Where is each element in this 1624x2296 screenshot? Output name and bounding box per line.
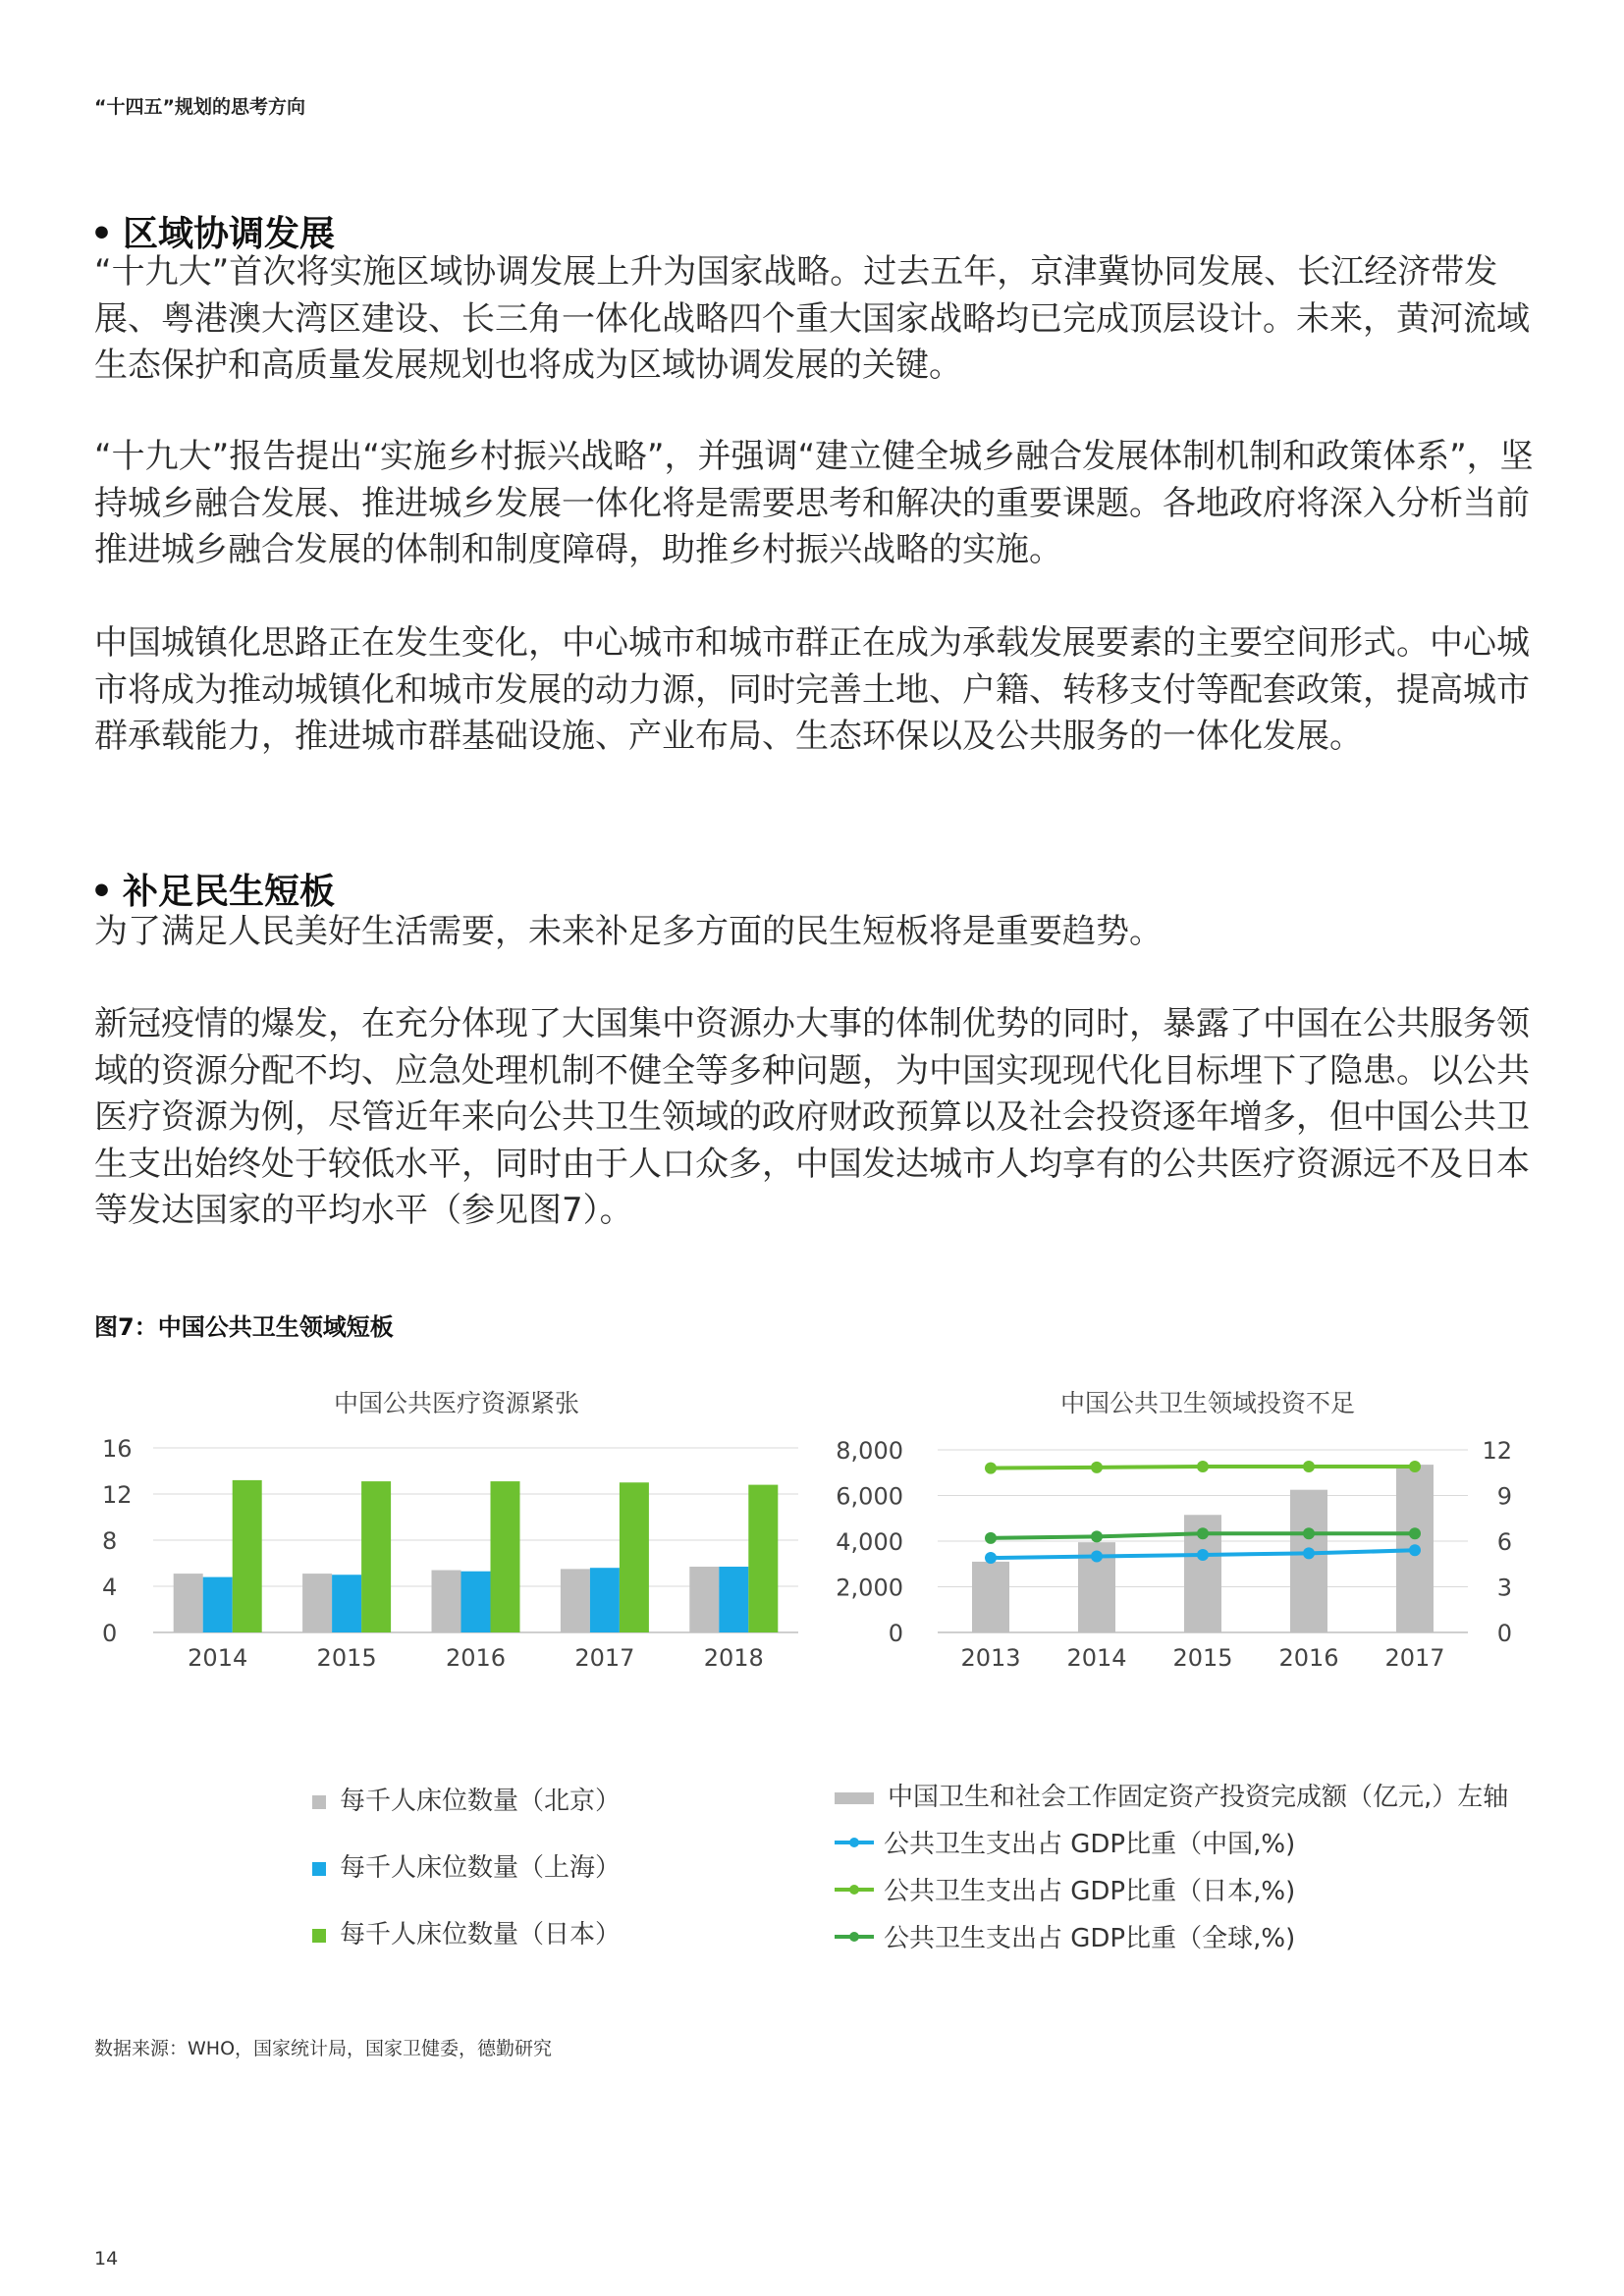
y-tick-label: 12 — [102, 1481, 133, 1509]
bar-每千人床位数量（上海） — [332, 1575, 361, 1632]
section-title-text: 补足民生短板 — [123, 872, 336, 912]
line-point-0 — [1303, 1547, 1315, 1559]
legend-swatch — [835, 1792, 874, 1804]
paragraph: “十九大”报告提出“实施乡村振兴战略”，并强调“建立健全城乡融合发展体制机制和政策体系”，坚持城乡融合发展、推进城乡发展一体化将是需要思考和解决的重要课题。各地政府将深入分析当前推进城乡融合发展的体制和制度障碍，助推乡村振兴战略的实施。 — [94, 437, 1534, 569]
y-tick-label: 0 — [102, 1620, 118, 1647]
y-left-tick-label: 8,000 — [836, 1437, 903, 1465]
legend-item — [312, 1781, 621, 1817]
line-point-0 — [1409, 1544, 1421, 1556]
page-number: 14 — [94, 2248, 119, 2269]
chart-title: 中国公共医疗资源紧张 — [333, 1389, 580, 1417]
x-tick-label: 2015 — [316, 1644, 377, 1672]
bar-每千人床位数量（日本） — [361, 1481, 391, 1632]
legend-item — [835, 1918, 1295, 1954]
y-left-tick-label: 4,000 — [836, 1528, 903, 1556]
y-tick-label: 8 — [102, 1527, 118, 1555]
x-tick-label: 2016 — [445, 1644, 507, 1672]
chart-bed-resources — [79, 1369, 825, 1742]
bar-每千人床位数量（日本） — [748, 1485, 778, 1632]
paragraph: 新冠疫情的爆发，在充分体现了大国集中资源办大事的体制优势的同时，暴露了中国在公共服务领域的资源分配不均、应急处理机制不健全等多种问题，为中国实现现代化目标埋下了隐患。以公共医疗资源为例，尽管近年来向公共卫生领域的政府财政预算以及社会投资逐年增多，但中国公共卫生支出始终处于较低水平，同时由于人口众多，中国发达城市人均享有的公共医疗资源远不及日本等发达国家的平均水平（参见图7）。 — [94, 1004, 1530, 1230]
bar-每千人床位数量（日本） — [620, 1482, 649, 1632]
chart-title: 中国公共卫生领域投资不足 — [1059, 1389, 1356, 1417]
line-point-2 — [1303, 1527, 1315, 1539]
section-title — [90, 864, 335, 914]
y-right-tick-label: 6 — [1496, 1528, 1512, 1556]
legend-item — [312, 1847, 621, 1884]
bar-每千人床位数量（日本） — [491, 1481, 520, 1632]
line-point-0 — [1197, 1549, 1209, 1561]
legend-swatch — [312, 1795, 326, 1809]
x-tick-label: 2018 — [703, 1644, 764, 1672]
bar-investment — [1290, 1490, 1327, 1632]
line-point-2 — [1091, 1530, 1103, 1542]
legend-label: 公共卫生支出占 GDP比重（日本,%) — [884, 1877, 1296, 1906]
bar-每千人床位数量（上海） — [719, 1567, 748, 1632]
section-title-text: 区域协调发展 — [123, 214, 336, 254]
x-tick-label: 2013 — [960, 1644, 1021, 1672]
legend-line-marker — [835, 1836, 874, 1849]
legend-label: 每千人床位数量（北京） — [340, 1787, 622, 1816]
x-tick-label: 2014 — [1066, 1644, 1127, 1672]
y-right-tick-label: 0 — [1496, 1620, 1512, 1647]
line-point-1 — [985, 1463, 997, 1474]
legend-swatch — [312, 1862, 326, 1876]
y-left-tick-label: 6,000 — [836, 1482, 903, 1511]
y-tick-label: 4 — [102, 1574, 118, 1601]
line-point-2 — [1197, 1527, 1209, 1539]
legend-label: 公共卫生支出占 GDP比重（中国,%) — [884, 1830, 1296, 1859]
bar-每千人床位数量（上海） — [203, 1577, 233, 1632]
legend-label: 每千人床位数量（上海） — [340, 1853, 622, 1883]
header-title: “十四五”规划的思考方向 — [94, 96, 305, 118]
x-tick-label: 2016 — [1278, 1644, 1339, 1672]
line-point-2 — [985, 1532, 997, 1544]
bar-每千人床位数量（北京） — [302, 1574, 332, 1632]
legend-item — [835, 1824, 1295, 1860]
figure-title: 图7：中国公共卫生领域短板 — [94, 1313, 394, 1341]
x-tick-label: 2015 — [1172, 1644, 1233, 1672]
y-right-tick-label: 3 — [1496, 1574, 1512, 1602]
bullet-icon: • — [90, 214, 114, 254]
bar-每千人床位数量（北京） — [561, 1569, 590, 1632]
line-point-1 — [1409, 1461, 1421, 1472]
y-right-tick-label: 12 — [1482, 1437, 1512, 1465]
line-point-1 — [1197, 1461, 1209, 1472]
legend-line-marker — [835, 1930, 874, 1944]
line-point-2 — [1409, 1527, 1421, 1539]
x-tick-label: 2014 — [188, 1644, 248, 1672]
legend-item — [312, 1914, 621, 1950]
y-right-tick-label: 9 — [1496, 1482, 1512, 1511]
line-point-0 — [1091, 1551, 1103, 1563]
bar-每千人床位数量（北京） — [432, 1571, 461, 1632]
legend-swatch — [312, 1929, 326, 1943]
x-tick-label: 2017 — [574, 1644, 635, 1672]
line-point-1 — [1303, 1461, 1315, 1472]
bar-每千人床位数量（北京） — [174, 1574, 203, 1632]
legend-label: 中国卫生和社会工作固定资产投资完成额（亿元,）左轴 — [888, 1783, 1509, 1812]
y-left-tick-label: 0 — [888, 1620, 903, 1647]
chart-health-investment — [825, 1369, 1571, 1742]
legend-line-marker — [835, 1883, 874, 1896]
legend-item — [835, 1777, 1508, 1813]
y-tick-label: 16 — [102, 1435, 133, 1463]
bar-每千人床位数量（上海） — [461, 1572, 491, 1632]
line-point-0 — [985, 1552, 997, 1564]
legend-item — [835, 1871, 1295, 1907]
figure-source: 数据来源：WHO，国家统计局，国家卫健委，德勤研究 — [94, 2038, 553, 2059]
y-left-tick-label: 2,000 — [836, 1574, 903, 1602]
bar-investment — [972, 1562, 1009, 1632]
paragraph: 为了满足人民美好生活需要，未来补足多方面的民生短板将是重要趋势。 — [94, 912, 1163, 951]
legend-label: 公共卫生支出占 GDP比重（全球,%) — [884, 1924, 1296, 1953]
bar-每千人床位数量（北京） — [689, 1567, 719, 1632]
bar-每千人床位数量（上海） — [590, 1568, 620, 1632]
line-point-1 — [1091, 1462, 1103, 1473]
legend-label: 每千人床位数量（日本） — [340, 1920, 622, 1949]
bar-每千人床位数量（日本） — [233, 1480, 262, 1632]
paragraph: “十九大”首次将实施区域协调发展上升为国家战略。过去五年，京津冀协同发展、长江经济带发展、粤港澳大湾区建设、长三角一体化战略四个重大国家战略均已完成顶层设计。未来，黄河流域生态保护和高质量发展规划也将成为区域协调发展的关键。 — [94, 252, 1530, 385]
paragraph: 中国城镇化思路正在发生变化，中心城市和城市群正在成为承载发展要素的主要空间形式。中心城市将成为推动城镇化和城市发展的动力源，同时完善土地、户籍、转移支付等配套政策，提高城市群承载能力，推进城市群基础设施、产业布局、生态环保以及公共服务的一体化发展。 — [94, 623, 1530, 756]
x-tick-label: 2017 — [1384, 1644, 1445, 1672]
bullet-icon: • — [90, 872, 114, 912]
